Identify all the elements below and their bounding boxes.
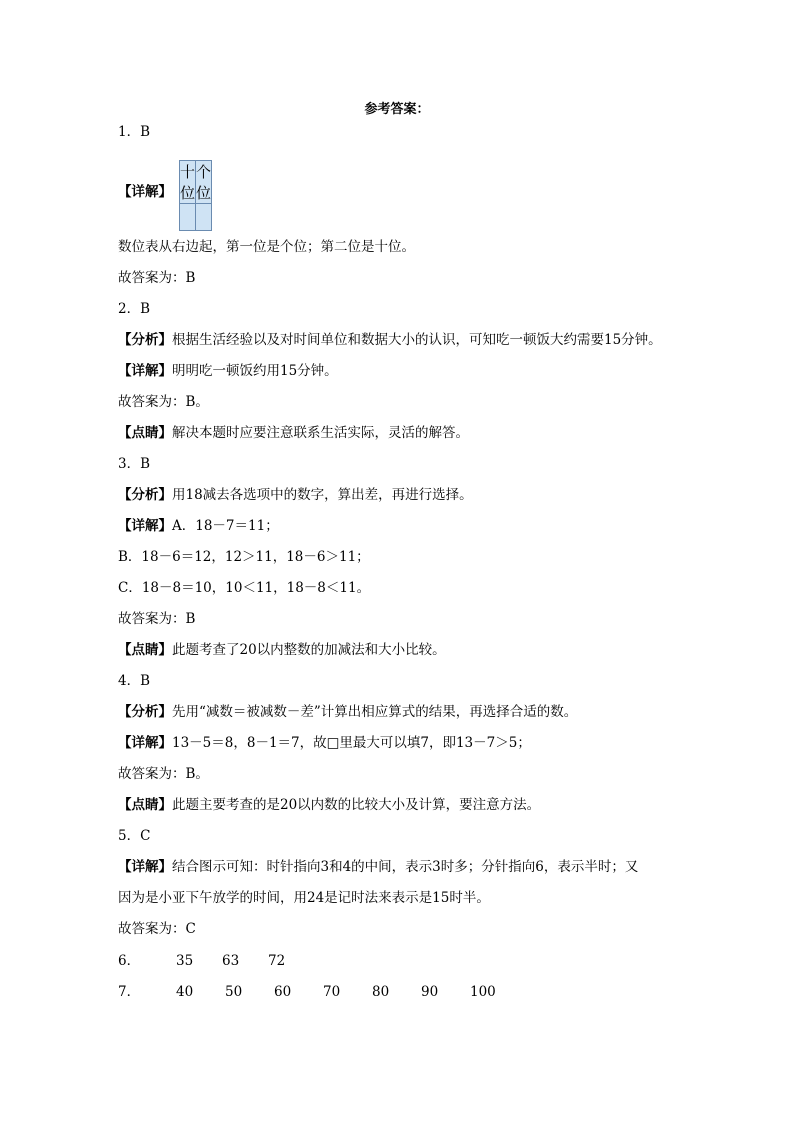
comment-tag: 【点睛】 [118, 642, 172, 658]
q7-value: 100 [470, 984, 496, 1000]
analysis-text: 先用“减数＝被减数－差”计算出相应算式的结果，再选择合适的数。 [172, 704, 578, 720]
detail-text: 结合图示可知：时针指向3和4的中间，表示3时多；分针指向6，表示半时；又 [172, 859, 639, 875]
tens-cell [180, 204, 196, 231]
q7-value: 60 [274, 984, 292, 1000]
q6-value: 35 [176, 953, 194, 969]
q4-answer: 4．B [118, 673, 151, 689]
place-value-table [179, 160, 212, 231]
comment-text: 解决本题时应要注意联系生活实际，灵活的解答。 [172, 425, 469, 441]
comment-text: 此题考查了20以内整数的加减法和大小比较。 [172, 642, 446, 658]
q1-answer: 1．B [118, 124, 151, 140]
q2-conclusion: 故答案为：B。 [118, 394, 209, 410]
q4-analysis [118, 703, 577, 721]
q4-detail [118, 734, 531, 752]
q4-comment [118, 796, 540, 814]
q7-value: 50 [225, 984, 243, 1000]
comment-text: 此题主要考查的是20以内数的比较大小及计算，要注意方法。 [172, 797, 541, 813]
ones-header: 个位 [196, 161, 212, 204]
q7-value: 70 [323, 984, 341, 1000]
q3-comment [118, 641, 446, 659]
q7-value: 90 [421, 984, 439, 1000]
analysis-text: 根据生活经验以及对时间单位和数据大小的认识，可知吃一顿饭大约需要15分钟。 [172, 332, 662, 348]
q1-detail-tag: 【详解】 [118, 184, 172, 200]
detail-tag: 【详解】 [118, 735, 172, 751]
comment-tag: 【点睛】 [118, 425, 172, 441]
comment-tag: 【点睛】 [118, 797, 172, 813]
q5-detail [118, 858, 638, 876]
q1-explanation: 数位表从右边起，第一位是个位；第二位是十位。 [118, 239, 415, 255]
q2-analysis [118, 331, 662, 349]
detail-text: 13－5＝8，8－1＝7，故□里最大可以填7，即13－7＞5； [172, 735, 531, 751]
q6-answer-row [118, 952, 285, 970]
ones-cell [196, 204, 212, 231]
analysis-tag: 【分析】 [118, 704, 172, 720]
q4-conclusion: 故答案为：B。 [118, 766, 209, 782]
q2-answer: 2．B [118, 301, 151, 317]
q6-value: 63 [222, 953, 240, 969]
q3-detail [118, 517, 279, 535]
q7-answer-row [118, 983, 496, 1001]
q3-conclusion: 故答案为：B [118, 611, 196, 627]
detail-tag: 【详解】 [118, 859, 172, 875]
q3-line-c: C．18－8＝10，10＜11，18－8＜11。 [118, 580, 371, 596]
detail-text: 明明吃一顿饭约用15分钟。 [172, 363, 338, 379]
q1-conclusion: 故答案为：B [118, 270, 196, 286]
q7-value: 40 [176, 984, 194, 1000]
analysis-text: 用18减去各选项中的数字，算出差，再进行选择。 [172, 487, 473, 503]
q5-conclusion: 故答案为：C [118, 921, 196, 937]
q5-answer: 5．C [118, 828, 151, 844]
analysis-tag: 【分析】 [118, 487, 172, 503]
analysis-tag: 【分析】 [118, 332, 172, 348]
tens-header: 十位 [180, 161, 196, 204]
q6-value: 72 [268, 953, 286, 969]
q7-value: 80 [372, 984, 390, 1000]
detail-tag: 【详解】 [118, 518, 172, 534]
q2-comment [118, 424, 469, 442]
page-title: 参考答案： [364, 102, 430, 117]
q6-number: 6． [118, 953, 141, 969]
q3-analysis [118, 486, 473, 504]
q3-answer: 3．B [118, 456, 151, 472]
detail-text: A．18－7＝11； [172, 518, 279, 534]
q3-line-b: B．18－6＝12，12＞11，18－6＞11； [118, 549, 370, 565]
q5-detail-continued: 因为是小亚下午放学的时间，用24是记时法来表示是15时半。 [118, 890, 490, 906]
q2-detail [118, 362, 338, 380]
q7-number: 7． [118, 984, 141, 1000]
detail-tag: 【详解】 [118, 363, 172, 379]
